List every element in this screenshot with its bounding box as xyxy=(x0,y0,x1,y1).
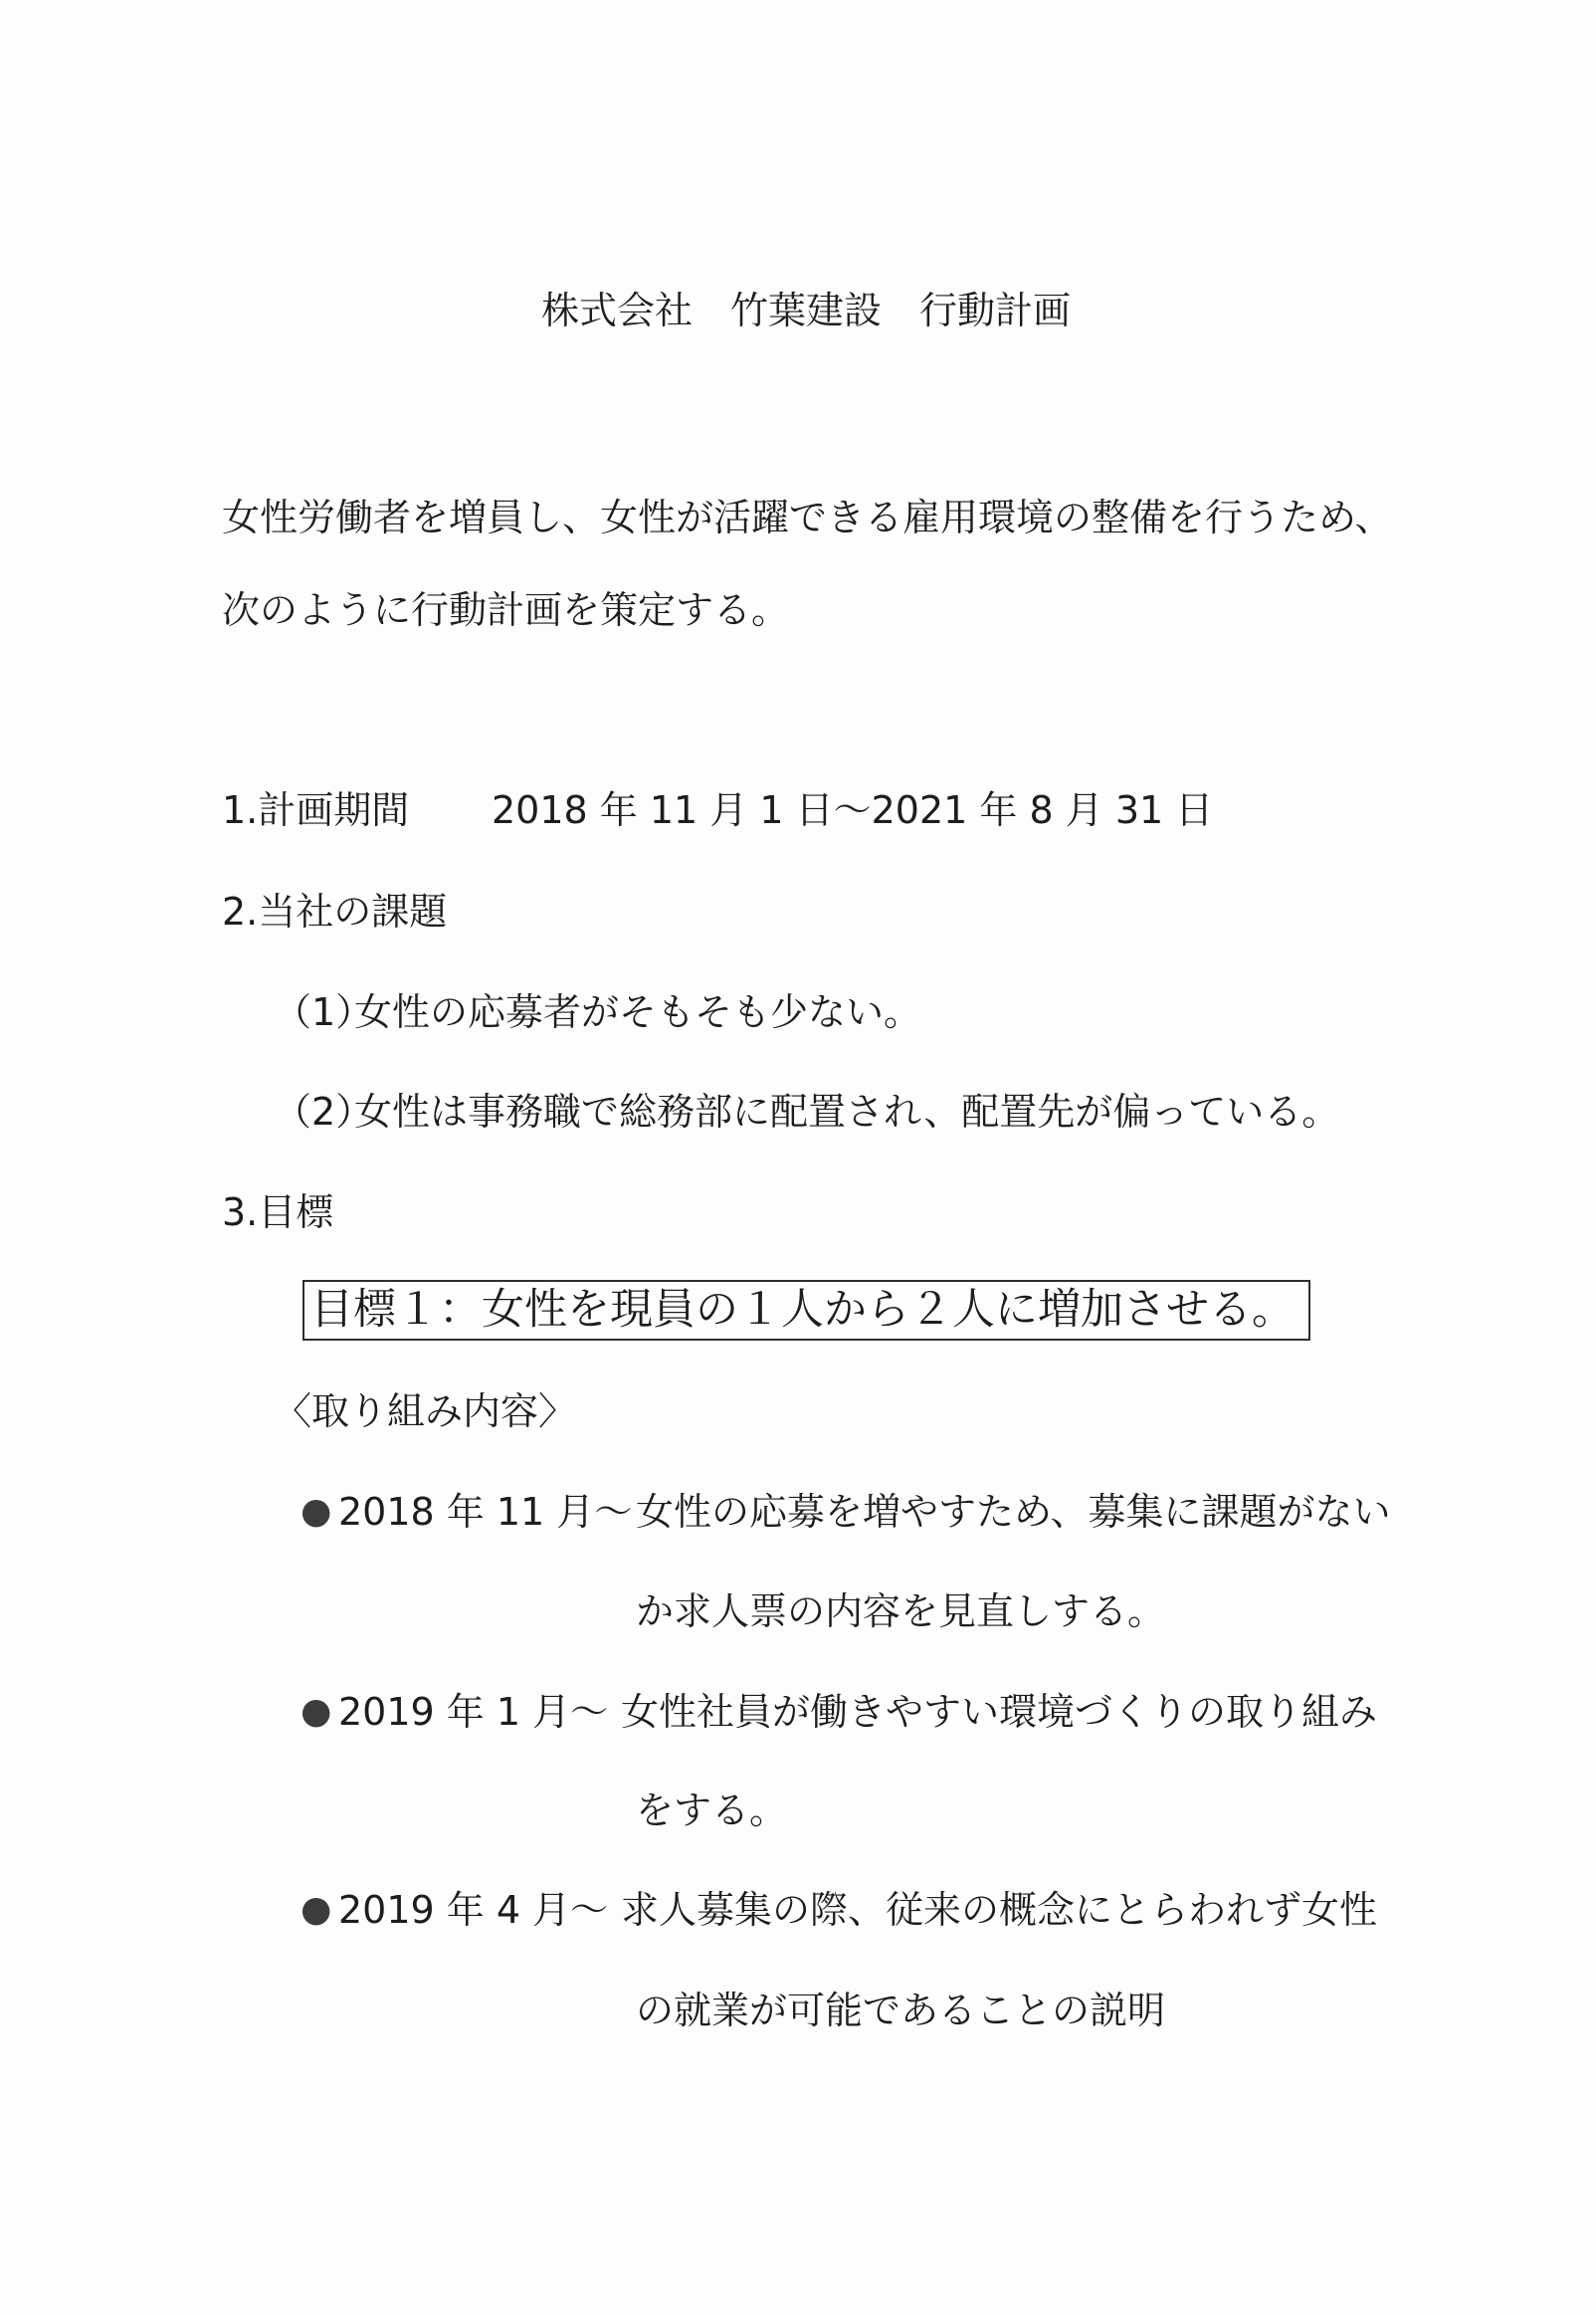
action-period: 2019 年 1 月～ xyxy=(338,1690,609,1734)
action-description-line: をする。 xyxy=(636,1789,788,1832)
intro-line-1: 女性労働者を増員し、女性が活躍できる雇用環境の整備を行うため、 xyxy=(222,496,1393,539)
action-period: 2019 年 4 月～ xyxy=(338,1888,609,1932)
bullet-icon: ● xyxy=(300,1691,332,1732)
issues-heading: 2.当社の課題 xyxy=(222,890,448,934)
goal-1-box: 目標１：女性を現員の１人から２人に増加させる。 xyxy=(302,1280,1310,1341)
issue-text: 女性は事務職で総務部に配置され、配置先が偏っている。 xyxy=(354,1090,1340,1134)
issue-number: （2） xyxy=(274,1090,374,1134)
issue-text: 女性の応募者がそもそも少ない。 xyxy=(354,990,922,1034)
bullet-icon: ● xyxy=(300,1491,332,1532)
goals-heading: 3.目標 xyxy=(222,1190,334,1234)
plan-period-label: 1.計画期間 xyxy=(222,788,410,832)
action-period: 2018 年 11 月～ xyxy=(338,1490,633,1534)
document-title: 株式会社 竹葉建設 行動計画 xyxy=(540,289,1071,332)
actions-heading: 〈取り組み内容〉 xyxy=(274,1389,577,1433)
bullet-icon: ● xyxy=(300,1889,332,1930)
intro-line-2: 次のように行動計画を策定する。 xyxy=(222,588,790,632)
action-description-line: 女性の応募を増やすため、募集に課題がない xyxy=(636,1490,1391,1534)
action-description-line: か求人票の内容を見直しする。 xyxy=(636,1589,1166,1633)
plan-period-value: 2018 年 11 月 1 日～2021 年 8 月 31 日 xyxy=(492,788,1214,832)
action-description-line: 求人募集の際、従来の概念にとらわれず女性 xyxy=(621,1888,1378,1932)
issue-number: （1） xyxy=(274,990,374,1034)
action-description-line: 女性社員が働きやすい環境づくりの取り組み xyxy=(621,1690,1378,1734)
action-description-line: の就業が可能であることの説明 xyxy=(636,1989,1166,2032)
